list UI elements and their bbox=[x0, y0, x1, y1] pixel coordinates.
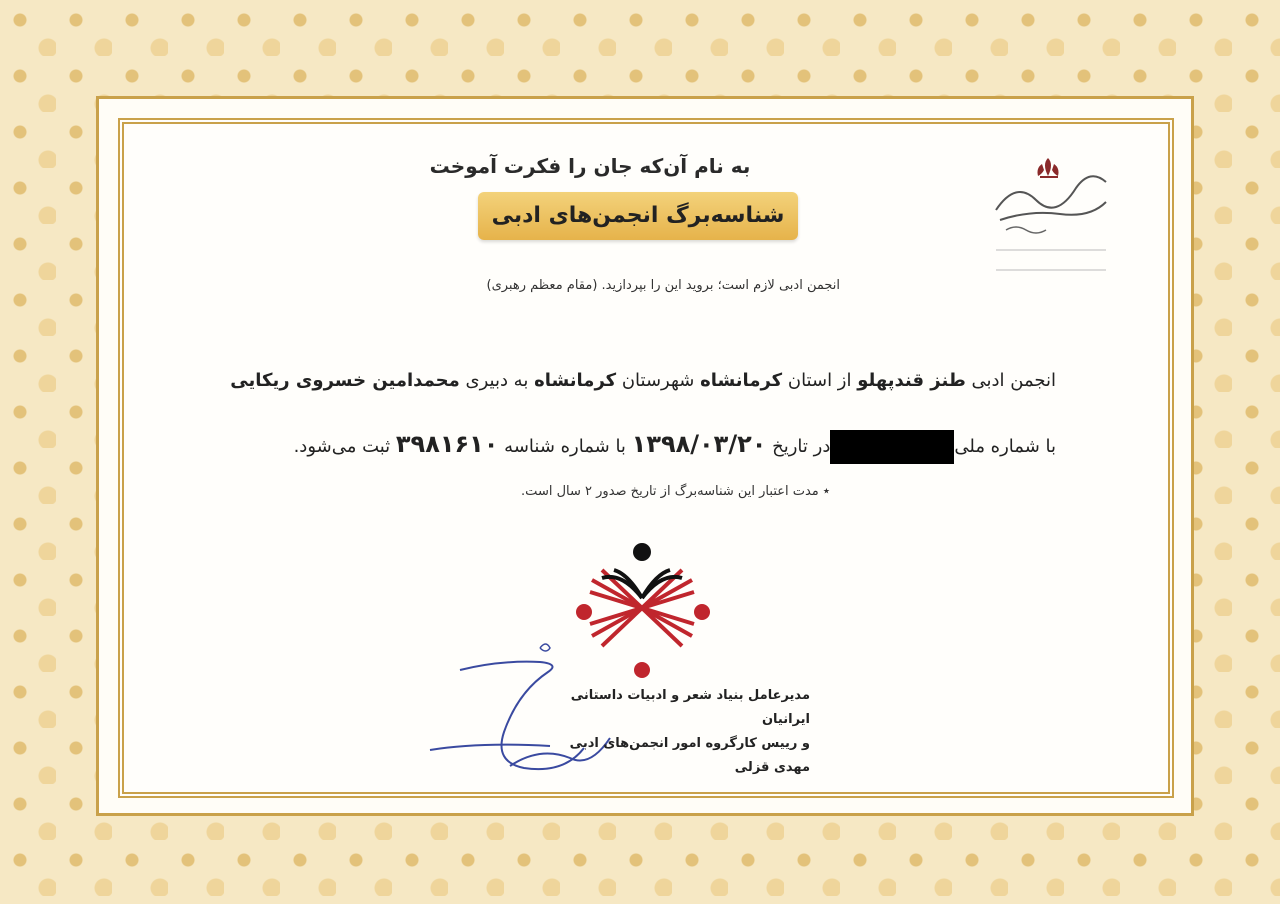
signatory-name: مهدی قزلی bbox=[734, 760, 810, 775]
title-banner bbox=[478, 192, 798, 240]
signatory-block bbox=[520, 684, 810, 780]
city-name: کرمانشاه bbox=[534, 370, 617, 391]
province-name: کرمانشاه bbox=[700, 370, 783, 391]
logo-right-dot bbox=[694, 604, 710, 620]
leader-quote: انجمن ادبی لازم است؛ بروید این را بپردازید. (مقام معظم رهبری) bbox=[486, 278, 840, 293]
id-number: ۳۹۸۱۶۱۰ bbox=[395, 430, 499, 458]
registration-date: ۱۳۹۸/۰۳/۲۰ bbox=[631, 430, 767, 458]
logo-top-dot bbox=[633, 543, 651, 561]
registration-line-2: با شماره ملیدر تاریخ ۱۳۹۸/۰۳/۲۰ با شماره شناسه ۳۹۸۱۶۱۰ ثبت می‌شود. bbox=[200, 430, 1056, 464]
redacted-national-id bbox=[830, 430, 954, 464]
basmala: به نام آن‌که جان را فکرت آموخت bbox=[429, 154, 751, 178]
logo-left-dot bbox=[576, 604, 592, 620]
signatory-role-1: مدیرعامل بنیاد شعر و ادبیات داستانی ایرانیان bbox=[570, 688, 810, 727]
certificate-title: شناسه‌برگ انجمن‌های ادبی bbox=[491, 203, 785, 228]
secretary-name: محمدامین خسروی ریکایی bbox=[230, 370, 460, 391]
association-name: طنز قندپهلو bbox=[857, 370, 966, 391]
validity-note: ٭ مدت اعتبار این شناسه‌برگ از تاریخ صدور ۲ سال است. bbox=[521, 484, 830, 499]
logo-rays bbox=[590, 570, 694, 646]
signatory-role-2: و رییس کارگروه امور انجمن‌های ادبی bbox=[569, 736, 810, 751]
iran-emblem-icon bbox=[1038, 158, 1059, 178]
ministry-logo bbox=[986, 150, 1116, 286]
registration-line-1: انجمن ادبی طنز قندپهلو از استان کرمانشاه شهرستان کرمانشاه به دبیری محمدامین خسروی ریکایی bbox=[230, 370, 1056, 391]
